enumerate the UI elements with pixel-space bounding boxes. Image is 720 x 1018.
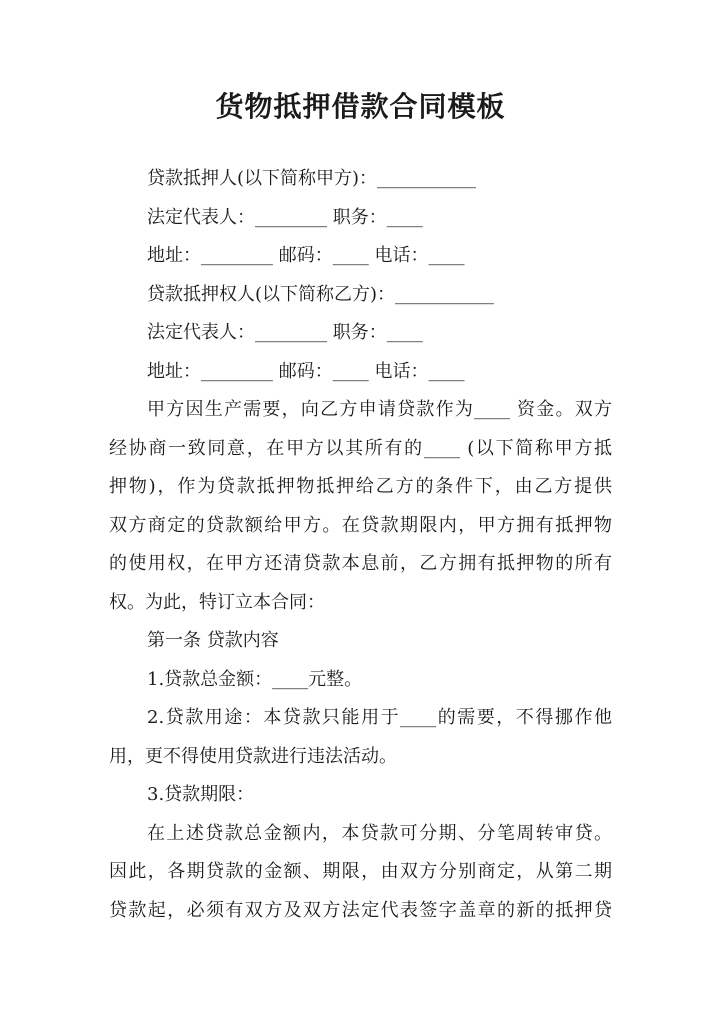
article-1-heading: 第一条 贷款内容 [147, 630, 279, 651]
item-1-total-amount: 1.贷款总金额：____元整。 [147, 668, 363, 690]
preamble-line: 双方商定的贷款额给甲方。在贷款期限内，甲方拥有抵押物 [109, 514, 612, 536]
preamble-line: 甲方因生产需要，向乙方申请贷款作为____ 资金。双方 [147, 399, 612, 420]
party-b-address-line: 地址：________ 邮码：____ 电话：____ [147, 360, 465, 382]
preamble-line: 押物)，作为贷款抵押物抵押给乙方的条件下，由乙方提供 [109, 476, 612, 497]
preamble-line: 权。为此，特订立本合同： [109, 591, 325, 613]
party-a-representative-line: 法定代表人：________ 职务：____ [147, 206, 423, 228]
party-b-representative-line: 法定代表人：________ 职务：____ [147, 322, 423, 343]
item-3-term-heading: 3.贷款期限： [147, 784, 255, 805]
party-a-name-line: 贷款抵押人(以下简称甲方)：___________ [147, 168, 477, 189]
item-3-body-line: 贷款起，必须有双方及双方法定代表签字盖章的新的抵押贷 [109, 899, 612, 921]
item-2-purpose-line: 2.贷款用途：本贷款只能用于____的需要，不得挪作他 [147, 707, 612, 728]
preamble-line: 经协商一致同意，在甲方以其所有的____ (以下简称甲方抵 [109, 437, 612, 459]
party-a-address-line: 地址：________ 邮码：____ 电话：____ [147, 245, 465, 266]
preamble-line: 的使用权，在甲方还清贷款本息前，乙方拥有抵押物的所有 [109, 553, 612, 574]
item-2-purpose-line: 用，更不得使用贷款进行违法活动。 [109, 745, 397, 767]
document-body [109, 160, 612, 930]
document-title: 货物抵押借款合同模板 [215, 90, 506, 123]
item-3-body-line: 因此，各期贷款的金额、期限，由双方分别商定，从第二期 [109, 861, 612, 882]
party-b-name-line: 贷款抵押权人(以下简称乙方)：___________ [147, 283, 495, 305]
item-3-body-line: 在上述贷款总金额内，本贷款可分期、分笔周转审贷。 [147, 822, 612, 844]
